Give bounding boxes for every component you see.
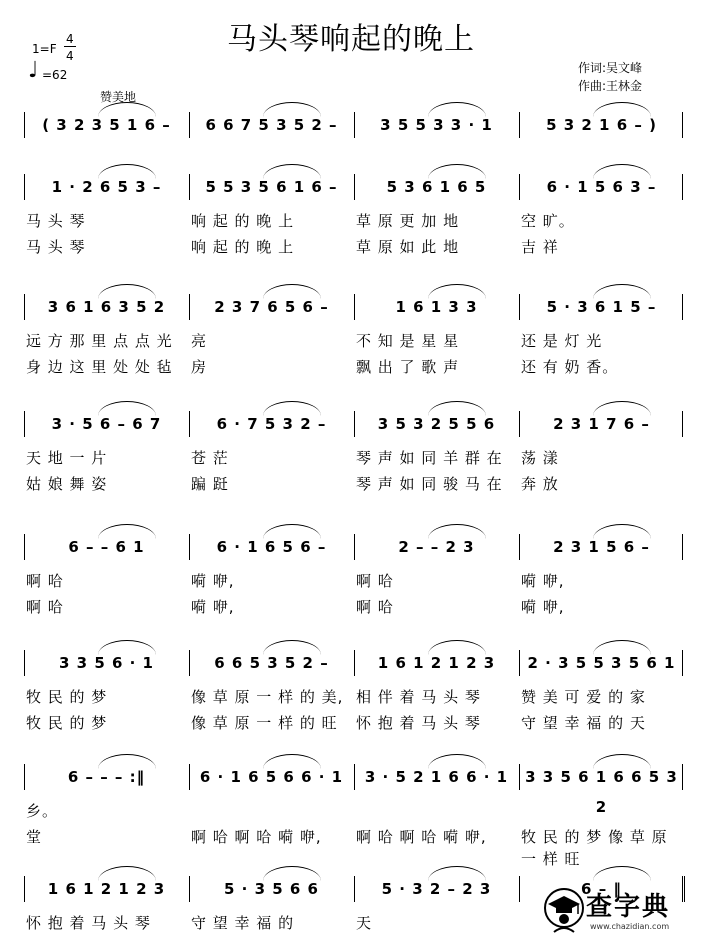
slur-mark [263, 866, 321, 881]
slur-mark [98, 401, 156, 416]
slur-mark [263, 754, 321, 769]
quarter-note-icon: ♩ [28, 58, 39, 83]
lyric-segment: 赞 美 可 爱 的 家 [521, 688, 646, 706]
lyric-segment: 奔 放 [521, 475, 559, 493]
measure: 5 · 3 2 – 2 3 [381, 880, 492, 898]
measure: 2 3 1 5 6 – [553, 538, 650, 556]
watermark-logo [540, 882, 688, 942]
lyric-segment: 姑 娘 舞 姿 [26, 475, 108, 493]
measure: 2 3 7 6 5 6 – [214, 298, 329, 316]
time-signature-top: 4 [66, 32, 74, 46]
slur-mark [428, 866, 486, 881]
measure: 6 · 1 6 5 6 – [216, 538, 327, 556]
measure: 2 – – 2 3 [398, 538, 475, 556]
measure: 6 – – 6 1 [68, 538, 145, 556]
lyric-segment: 啊 哈 啊 哈 嗬 咿, [191, 828, 322, 846]
lyric-segment: 守 望 幸 福 的 天 [521, 714, 646, 732]
lyric-segment: 牧 民 的 梦 [26, 688, 108, 706]
lyric-segment: 还 是 灯 光 [521, 332, 603, 350]
slur-mark [593, 401, 651, 416]
lyric-segment: 怀 抱 着 马 头 琴 [356, 714, 481, 732]
measure: 3 6 1 6 3 5 2 [47, 298, 166, 316]
lyric-segment: 还 有 奶 香。 [521, 358, 619, 376]
slur-mark [263, 401, 321, 416]
lyric-segment: 像 草 原 一 样 的 旺 [191, 714, 338, 732]
lyric-segment: 牧 民 的 梦 像 草 原 一 样 旺 [521, 828, 668, 868]
lyric-segment: 嗬 咿, [191, 572, 235, 590]
lyric-segment: 不 知 是 星 星 [356, 332, 460, 350]
time-signature-bottom: 4 [66, 49, 74, 63]
bar-line [519, 534, 520, 560]
bar-line [682, 294, 683, 320]
bar-line [682, 174, 683, 200]
slur-mark [428, 524, 486, 539]
lyric-segment: 亮 [191, 332, 208, 350]
lyric-segment: 空 旷。 [521, 212, 575, 230]
slur-mark [593, 164, 651, 179]
measure: 5 5 3 5 6 1 6 – [205, 178, 338, 196]
slur-mark [428, 164, 486, 179]
measure: 6 6 5 3 5 2 – [214, 654, 329, 672]
lyric-segment: 怀 抱 着 马 头 琴 [26, 914, 151, 932]
lyric-segment: 啊 哈 啊 哈 嗬 咿, [356, 828, 487, 846]
measure: 6 – ‖ [581, 880, 622, 898]
bar-line [519, 650, 520, 676]
lyric-segment: 马 头 琴 [26, 212, 86, 230]
bar-line [682, 764, 683, 790]
lyric-segment: 嗬 咿, [521, 598, 565, 616]
bar-line [189, 112, 190, 138]
lyric-segment [191, 800, 352, 822]
measure: 5 3 6 1 6 5 [386, 178, 487, 196]
bar-line [519, 411, 520, 437]
lyric-line [24, 596, 684, 618]
notation-row [24, 532, 684, 562]
lyric-segment: 堂 [26, 828, 43, 846]
lyric-segment: 蹁 跹 [191, 475, 229, 493]
bar-line [354, 112, 355, 138]
bar-line [189, 294, 190, 320]
lyric-segment [356, 800, 517, 822]
lyric-line [24, 473, 684, 495]
lyric-segment: 草 原 更 加 地 [356, 212, 460, 230]
lyric-line [24, 236, 684, 258]
bar-line [24, 174, 25, 200]
notation-row [24, 110, 684, 140]
bar-line [189, 650, 190, 676]
lyric-segment: 相 伴 着 马 头 琴 [356, 688, 481, 706]
lyric-line [24, 570, 684, 592]
measure: 1 · 2 6 5 3 – [51, 178, 162, 196]
slur-mark [98, 284, 156, 299]
lyricist-credit: 作词:吴文峰 [578, 61, 643, 75]
lyric-segment: 荡 漾 [521, 449, 559, 467]
slur-mark [98, 164, 156, 179]
slur-mark [98, 640, 156, 655]
lyric-segment: 远 方 那 里 点 点 光 [26, 332, 173, 350]
slur-mark [98, 866, 156, 881]
lyric-segment: 牧 民 的 梦 [26, 714, 108, 732]
bar-line [189, 534, 190, 560]
measure: 6 · 1 5 6 3 – [546, 178, 657, 196]
notation-row [24, 292, 684, 322]
watermark-text: 查字典 [586, 892, 671, 922]
lyric-line [24, 826, 684, 868]
slur-mark [428, 401, 486, 416]
song-title: 马头琴响起的晚上 [227, 22, 475, 57]
lyric-line [24, 447, 684, 469]
lyric-segment: 响 起 的 晚 上 [191, 238, 295, 256]
slur-mark [428, 284, 486, 299]
bar-line [519, 174, 520, 200]
measure: ( 3 2 3 5 1 6 – [42, 116, 171, 134]
slur-mark [263, 640, 321, 655]
measure: 3 5 5 3 3 · 1 [380, 116, 493, 134]
slur-mark [593, 640, 651, 655]
bar-line [354, 650, 355, 676]
lyric-line [24, 330, 684, 352]
bar-line [24, 650, 25, 676]
slur-mark [263, 102, 321, 117]
bar-line [519, 112, 520, 138]
section-label: 赞美地 [100, 90, 137, 104]
bar-line [354, 174, 355, 200]
key-signature: 1=F [32, 42, 57, 56]
bar-line [24, 294, 25, 320]
slur-mark [428, 754, 486, 769]
bar-line [354, 411, 355, 437]
notation-row [24, 172, 684, 202]
lyric-line [24, 712, 684, 734]
measure: 1 6 1 2 1 2 3 [377, 654, 496, 672]
slur-mark [593, 754, 651, 769]
bar-line [189, 876, 190, 902]
measure: 5 · 3 5 6 6 [224, 880, 319, 898]
measure: 3 5 3 2 5 5 6 [377, 415, 496, 433]
lyric-segment: 守 望 幸 福 的 [191, 914, 295, 932]
bar-line [682, 534, 683, 560]
bar-line [519, 294, 520, 320]
measure: 3 · 5 6 – 6 7 [51, 415, 162, 433]
measure: 2 3 1 7 6 – [553, 415, 650, 433]
slur-mark [98, 754, 156, 769]
measure: 6 6 7 5 3 5 2 – [205, 116, 338, 134]
bar-line [682, 650, 683, 676]
lyric-segment: 啊 哈 [356, 572, 394, 590]
lyric-line [24, 686, 684, 708]
slur-mark [263, 164, 321, 179]
lyric-segment: 身 边 这 里 处 处 毡 [26, 358, 173, 376]
lyric-segment: 飘 出 了 歌 声 [356, 358, 460, 376]
lyric-segment: 天 地 一 片 [26, 449, 108, 467]
bar-line [24, 534, 25, 560]
bar-line [354, 534, 355, 560]
lyric-segment [521, 800, 682, 822]
scholar-cap-icon [542, 886, 586, 936]
bar-line [519, 876, 520, 902]
lyric-segment: 琴 声 如 同 骏 马 在 [356, 475, 503, 493]
measure: 6 · 1 6 5 6 6 · 1 [199, 768, 344, 786]
lyric-segment: 啊 哈 [26, 598, 64, 616]
notation-row [24, 648, 684, 678]
bar-line [519, 764, 520, 790]
lyric-segment: 马 头 琴 [26, 238, 86, 256]
lyric-segment: 吉 祥 [521, 238, 559, 256]
bar-line [682, 411, 683, 437]
lyric-line [24, 800, 684, 822]
bar-line [189, 174, 190, 200]
measure: 2 · 3 5 5 3 5 6 1 [527, 654, 676, 672]
lyric-segment: 响 起 的 晚 上 [191, 212, 295, 230]
slur-mark [98, 524, 156, 539]
lyric-segment: 啊 哈 [26, 572, 64, 590]
bar-line [682, 112, 683, 138]
measure: 3 3 5 6 1 6 6 5 3 2 [525, 768, 678, 816]
measure: 6 – – – :‖ [67, 768, 146, 786]
lyric-segment: 啊 哈 [356, 598, 394, 616]
measure: 5 · 3 6 1 5 – [546, 298, 657, 316]
time-signature-divider [64, 46, 76, 47]
measure: 3 3 5 6 · 1 [59, 654, 154, 672]
measure: 1 6 1 3 3 [395, 298, 478, 316]
lyric-segment: 乡。 [26, 802, 59, 820]
lyric-segment: 嗬 咿, [191, 598, 235, 616]
lyric-segment: 苍 茫 [191, 449, 229, 467]
slur-mark [263, 524, 321, 539]
lyric-segment: 天 [356, 914, 373, 932]
lyric-segment: 琴 声 如 同 羊 群 在 [356, 449, 503, 467]
bar-line [24, 876, 25, 902]
bar-line [189, 764, 190, 790]
measure: 3 · 5 2 1 6 6 · 1 [364, 768, 509, 786]
measure: 1 6 1 2 1 2 3 [47, 880, 166, 898]
lyric-line [24, 356, 684, 378]
watermark-url: www.chazidian.com [590, 922, 670, 931]
measure: 5 3 2 1 6 – ) [546, 116, 657, 134]
notation-row [24, 762, 684, 816]
lyric-segment: 嗬 咿, [521, 572, 565, 590]
bar-line [354, 294, 355, 320]
composer-credit: 作曲:王林金 [578, 79, 643, 93]
tempo-marking: =62 [42, 68, 68, 82]
bar-line [189, 411, 190, 437]
measure: 6 · 7 5 3 2 – [216, 415, 327, 433]
bar-line [354, 764, 355, 790]
lyric-segment: 草 原 如 此 地 [356, 238, 460, 256]
bar-line [24, 764, 25, 790]
bar-line [24, 112, 25, 138]
lyric-line [24, 210, 684, 232]
slur-mark [428, 102, 486, 117]
slur-mark [593, 102, 651, 117]
slur-mark [593, 284, 651, 299]
bar-line [24, 411, 25, 437]
slur-mark [263, 284, 321, 299]
bar-line [354, 876, 355, 902]
lyric-segment: 房 [191, 358, 208, 376]
slur-mark [593, 524, 651, 539]
slur-mark [428, 640, 486, 655]
notation-row [24, 409, 684, 439]
slur-mark [593, 866, 651, 881]
lyric-segment: 像 草 原 一 样 的 美, [191, 688, 344, 706]
